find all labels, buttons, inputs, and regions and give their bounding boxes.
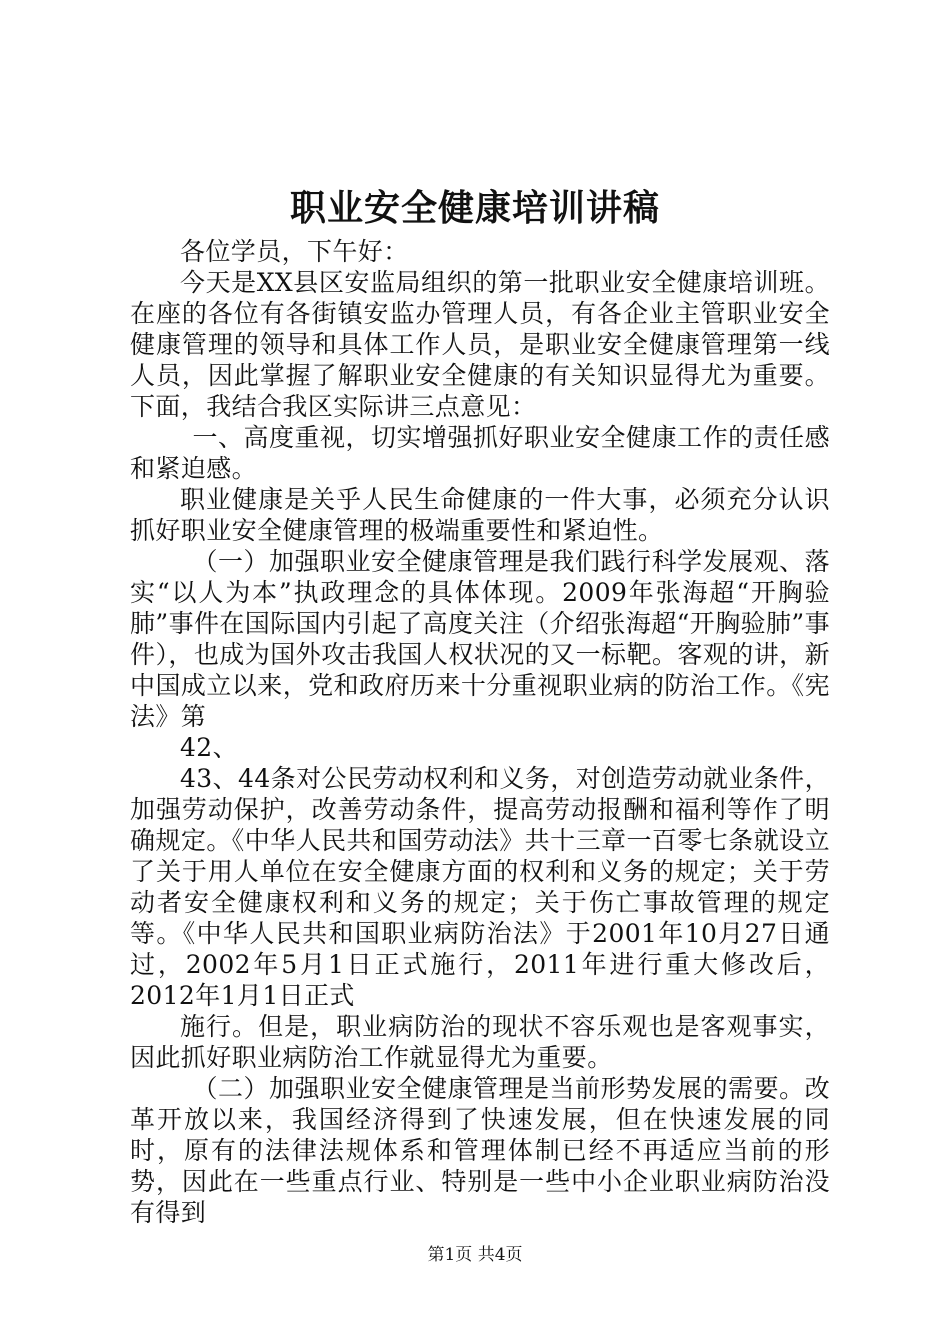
intro-paragraph: 今天是XX县区安监局组织的第一批职业安全健康培训班。在座的各位有各街镇安监办管理人员，有各企业主管职业安全健康管理的领导和具体工作人员，是职业安全健康管理第一线人员，因此掌握了解职业安全健康的有关知识显得尤为重要。下面，我结合我区实际讲三点意见： xyxy=(130,268,830,421)
document-body xyxy=(130,236,830,1228)
subsection-paragraph-2: （二）加强职业安全健康管理是当前形势发展的需要。改革开放以来，我国经济得到了快速发展，但在快速发展的同时，原有的法律法规体系和管理体制已经不再适应当前的形势，因此在一些重点行业、特别是一些中小企业职业病防治没有得到 xyxy=(130,1074,830,1227)
body-paragraph: 施行。但是，职业病防治的现状不容乐观也是客观事实，因此抓好职业病防治工作就显得尤为重要。 xyxy=(130,1012,830,1072)
body-paragraph: 职业健康是关乎人民生命健康的一件大事，必须充分认识抓好职业安全健康管理的极端重要性和紧迫性。 xyxy=(130,485,830,545)
body-paragraph: 42、 xyxy=(180,733,239,762)
page-footer: 第1页 共4页 xyxy=(427,1245,523,1265)
subsection-paragraph-1: （一）加强职业安全健康管理是我们践行科学发展观、落实“以人为本”执政理念的具体体现。2009年张海超“开胸验肺”事件在国际国内引起了高度关注（介绍张海超“开胸验肺”事件），也成为国外攻击我国人权状况的又一标靶。客观的讲，新中国成立以来，党和政府历来十分重视职业病的防治工作。《宪法》第 xyxy=(130,547,830,731)
body-paragraph: 43、44条对公民劳动权利和义务，对创造劳动就业条件，加强劳动保护，改善劳动条件，提高劳动报酬和福利等作了明确规定。《中华人民共和国劳动法》共十三章一百零七条就设立了关于用人单位在安全健康方面的权利和义务的规定；关于劳动者安全健康权利和义务的规定；关于伤亡事故管理的规定等。《中华人民共和国职业病防治法》于2001年10月27日通过，2002年5月1日正式施行，2011年进行重大修改后，2012年1月1日正式 xyxy=(130,764,830,1010)
greeting-paragraph: 各位学员，下午好： xyxy=(180,237,409,266)
document-title: 职业安全健康培训讲稿 xyxy=(289,187,660,229)
section-heading-1: 一、高度重视，切实增强抓好职业安全健康工作的责任感和紧迫感。 xyxy=(130,423,830,483)
